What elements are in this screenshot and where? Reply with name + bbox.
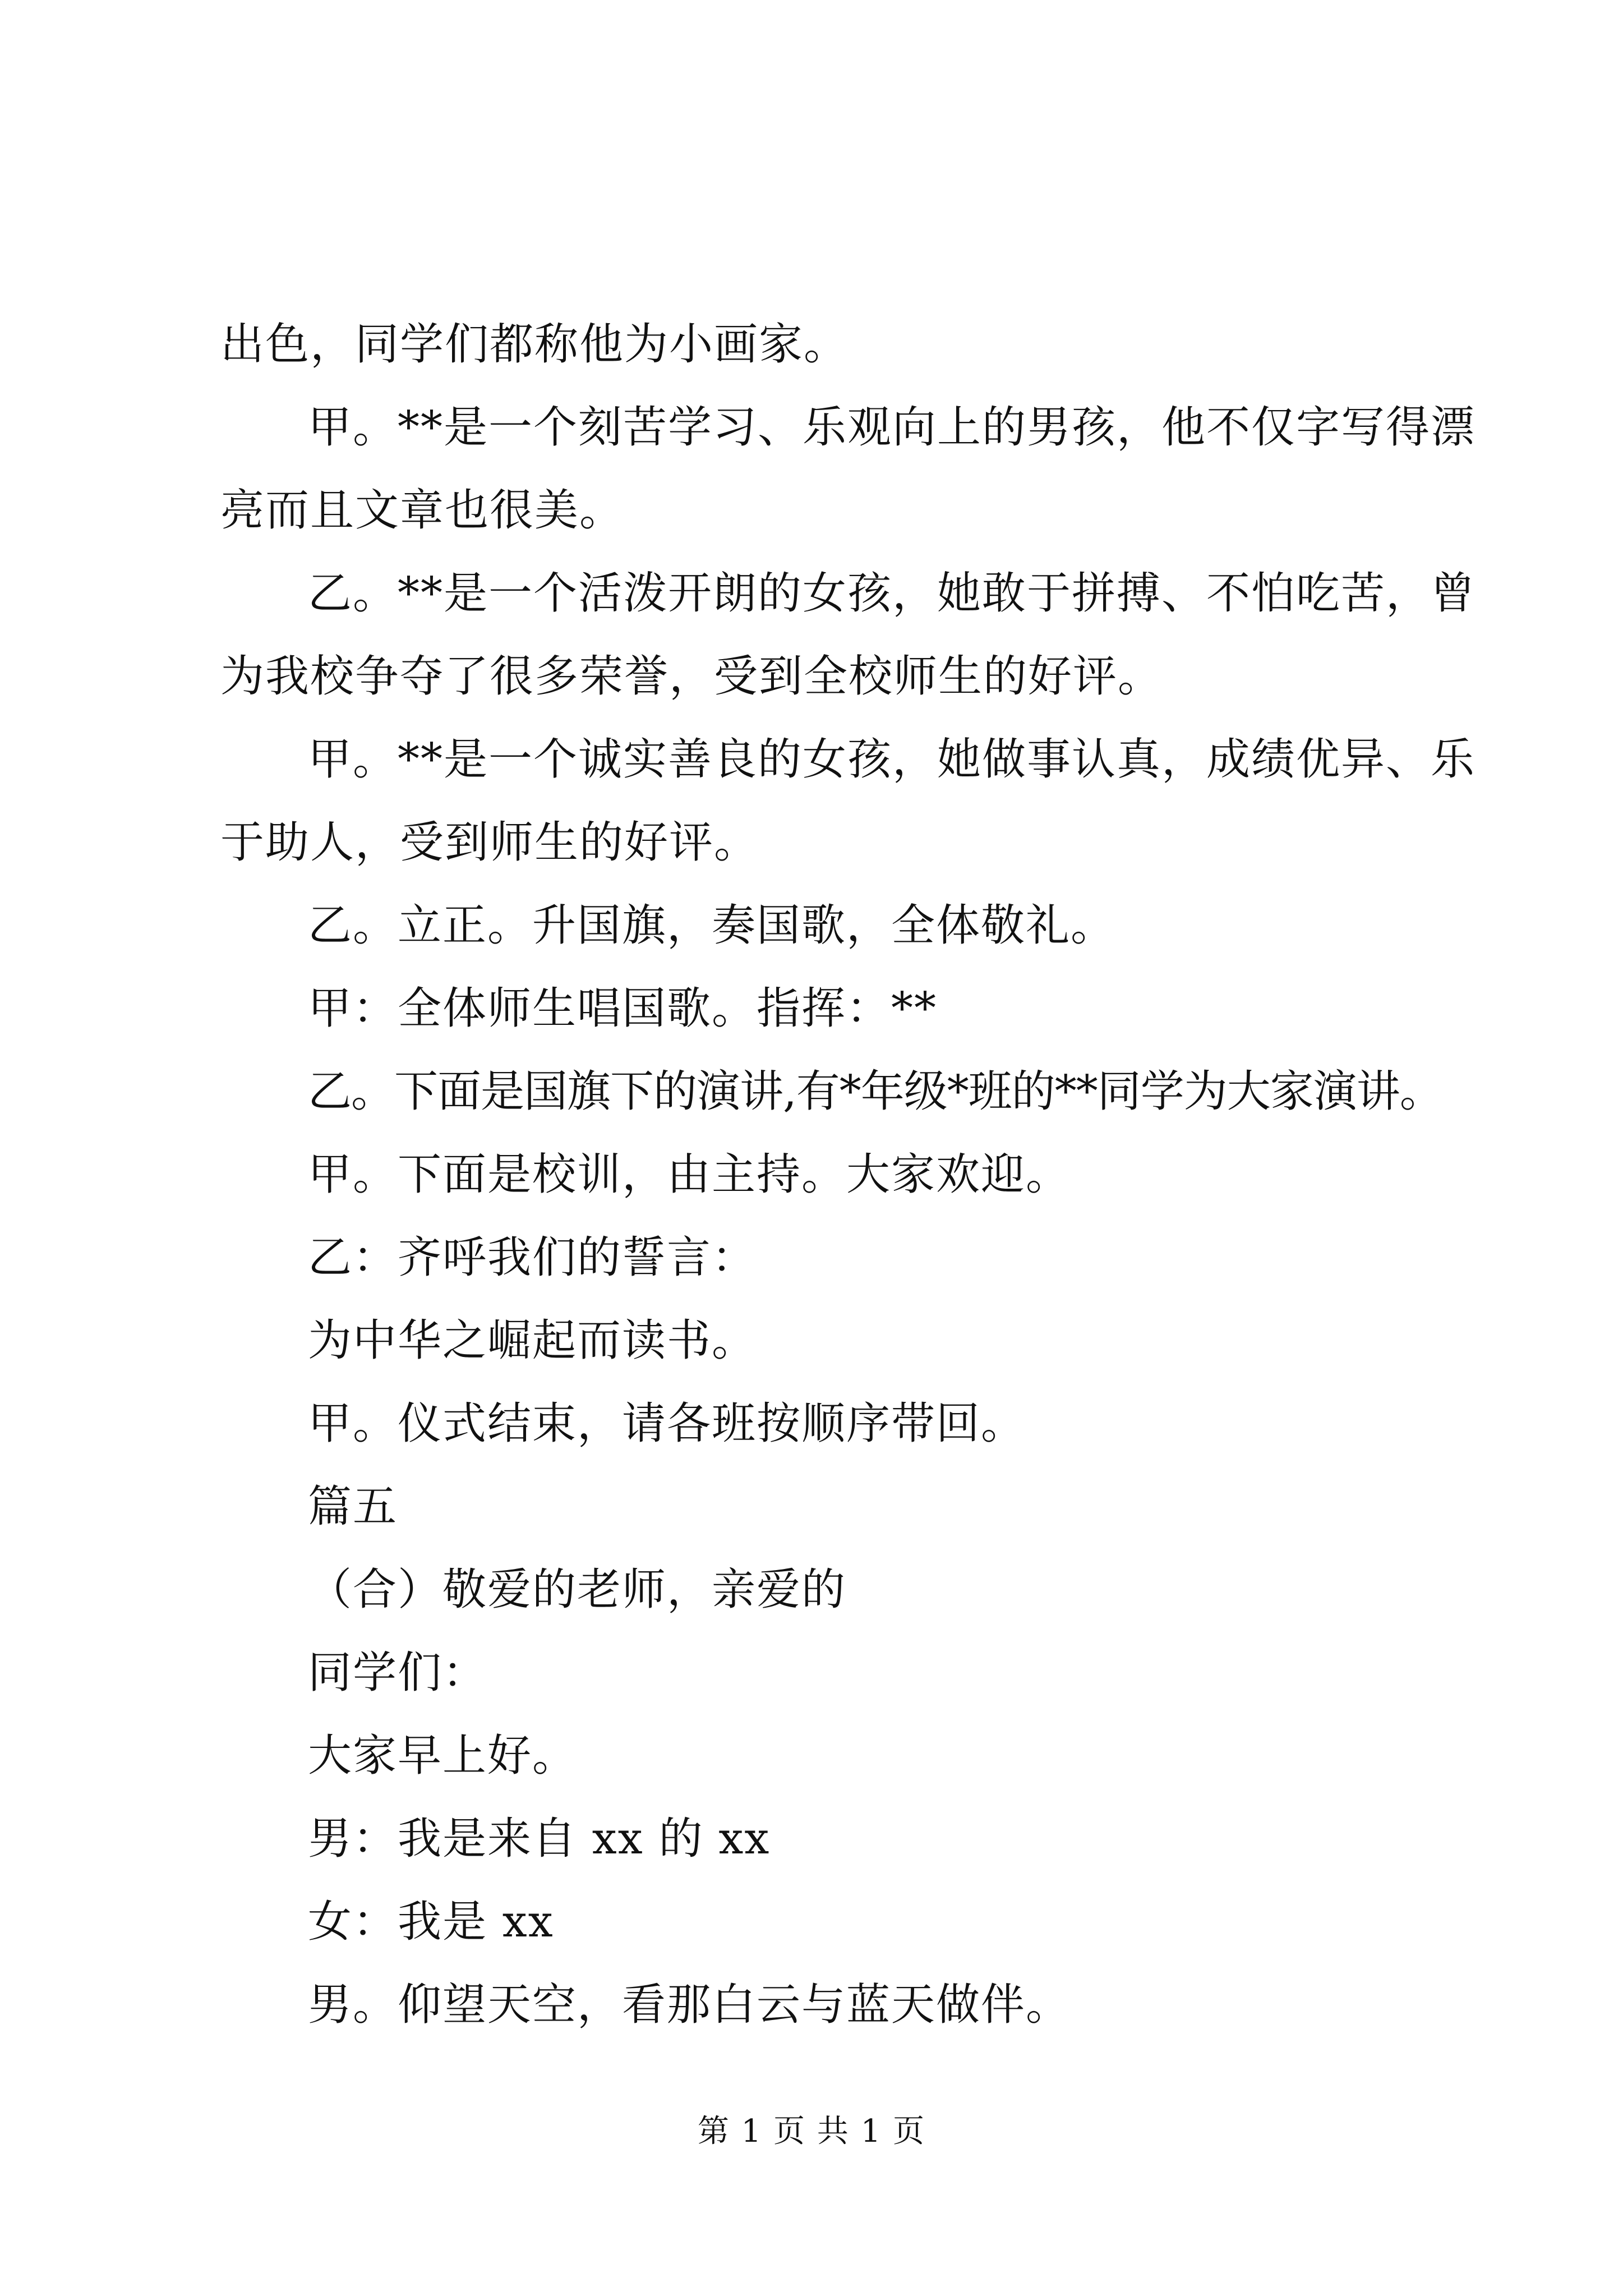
page-footer: 第 1 页 共 1 页 (697, 2113, 926, 2150)
text-line: 同学们： (308, 1648, 488, 1698)
text-line: 甲：全体师生唱国歌。指挥：** (308, 983, 938, 1034)
document-body (220, 303, 1476, 2046)
text-line: 乙。**是一个活泼开朗的女孩，她敢于拼搏、不怕吃苦，曾 (308, 568, 1476, 619)
text-line: 甲。下面是校训，由主持。大家欢迎。 (308, 1149, 1071, 1200)
text-line: 甲。**是一个刻苦学习、乐观向上的男孩，他不仅字写得漂 (308, 402, 1476, 453)
text-line: 于助人，受到师生的好评。 (220, 817, 759, 868)
text-line: 男。仰望天空，看那白云与蓝天做伴。 (308, 1980, 1071, 2030)
text-line: 大家早上好。 (308, 1731, 578, 1781)
text-line: 甲。仪式结束，请各班按顺序带回。 (308, 1398, 1026, 1449)
text-line: 男：我是来自 xx 的 xx (308, 1814, 771, 1864)
text-line: 甲。**是一个诚实善良的女孩，她做事认真，成绩优异、乐 (308, 734, 1476, 785)
text-line: 乙：齐呼我们的誓言： (308, 1232, 757, 1283)
text-line: 乙。下面是国旗下的演讲,有*年级*班的**同学为大家演讲。 (308, 1066, 1443, 1117)
text-line: （合）敬爱的老师，亲爱的 (308, 1565, 847, 1615)
section-heading: 篇五 (308, 1481, 398, 1532)
text-line: 乙。立正。升国旗，奏国歌，全体敬礼。 (308, 900, 1116, 951)
text-line: 亮而且文章也很美。 (220, 485, 625, 536)
text-line: 出色，同学们都称他为小画家。 (220, 319, 849, 370)
text-line: 为我校争夺了很多荣誉，受到全校师生的好评。 (220, 651, 1163, 702)
text-line: 为中华之崛起而读书。 (308, 1315, 757, 1366)
text-line: 女：我是 xx (308, 1897, 554, 1947)
